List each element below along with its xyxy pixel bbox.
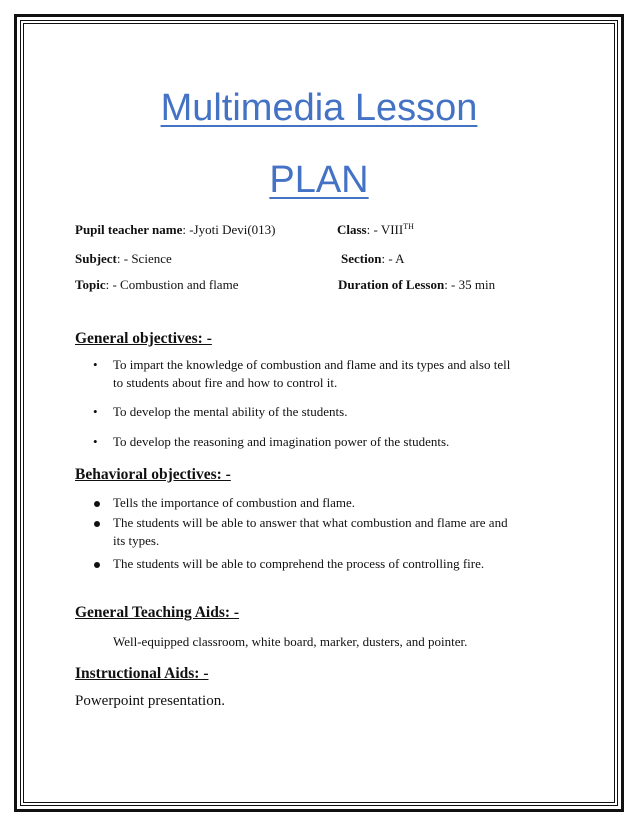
behavioral-objective-item — [113, 494, 355, 512]
general-objective-item — [113, 403, 347, 421]
pupil-value: : -Jyoti Devi(013) — [182, 222, 276, 237]
section-label: Section — [341, 251, 382, 266]
topic-field — [75, 277, 238, 293]
general-objectives-heading: General objectives: - — [75, 330, 212, 347]
behavioral-objective-text-2b: its types. — [113, 533, 160, 548]
general-objective-text-1a: To impart the knowledge of combustion and flame and its types and also tell — [113, 357, 511, 372]
general-objective-item — [113, 356, 510, 392]
document-title-line-1: Multimedia Lesson — [160, 87, 478, 129]
section-value: : - A — [381, 251, 405, 266]
instructional-aids-heading: Instructional Aids: - — [75, 665, 209, 682]
subject-field — [75, 251, 172, 267]
class-label: Class — [337, 222, 367, 237]
bullet-marker: • — [93, 434, 98, 449]
document-title-line-2: PLAN — [269, 159, 369, 201]
class-superscript: TH — [403, 222, 414, 231]
duration-value: : - 35 min — [444, 277, 496, 292]
class-value: : - VIII — [366, 222, 404, 237]
behavioral-objective-item — [113, 555, 484, 573]
topic-label: Topic — [75, 277, 106, 292]
subject-value: : - Science — [116, 251, 172, 266]
bullet-marker: • — [93, 404, 98, 419]
general-objective-text-3: To develop the reasoning and imagination power of the students. — [113, 434, 450, 449]
duration-label: Duration of Lesson — [338, 277, 445, 292]
class-field — [337, 222, 414, 238]
behavioral-objective-item — [113, 514, 508, 550]
behavioral-objective-text-3: The students will be able to comprehend the process of controlling fire. — [113, 556, 485, 571]
subject-label: Subject — [75, 251, 117, 266]
general-objective-text-1b: to students about fire and how to control it. — [113, 375, 338, 390]
bullet-dot — [94, 562, 100, 568]
teaching-aids-heading: General Teaching Aids: - — [75, 604, 240, 621]
instructional-aids-text: Powerpoint presentation. — [75, 693, 225, 709]
bullet-marker: • — [93, 357, 98, 372]
duration-field — [338, 277, 495, 293]
bullet-dot — [94, 521, 100, 527]
section-field — [341, 251, 405, 267]
general-objective-text-2: To develop the mental ability of the students. — [113, 404, 348, 419]
topic-value: : - Combustion and flame — [105, 277, 239, 292]
behavioral-objective-text-2a: The students will be able to answer that what combustion and flame are and — [113, 515, 508, 530]
general-objective-item — [113, 433, 449, 451]
behavioral-objective-text-1: Tells the importance of combustion and flame. — [113, 495, 356, 510]
bullet-dot — [94, 501, 100, 507]
pupil-label: Pupil teacher name — [75, 222, 183, 237]
behavioral-objectives-heading: Behavioral objectives: - — [75, 466, 231, 483]
pupil-teacher-name — [75, 222, 276, 238]
teaching-aids-text: Well-equipped classroom, white board, marker, dusters, and pointer. — [113, 634, 468, 649]
